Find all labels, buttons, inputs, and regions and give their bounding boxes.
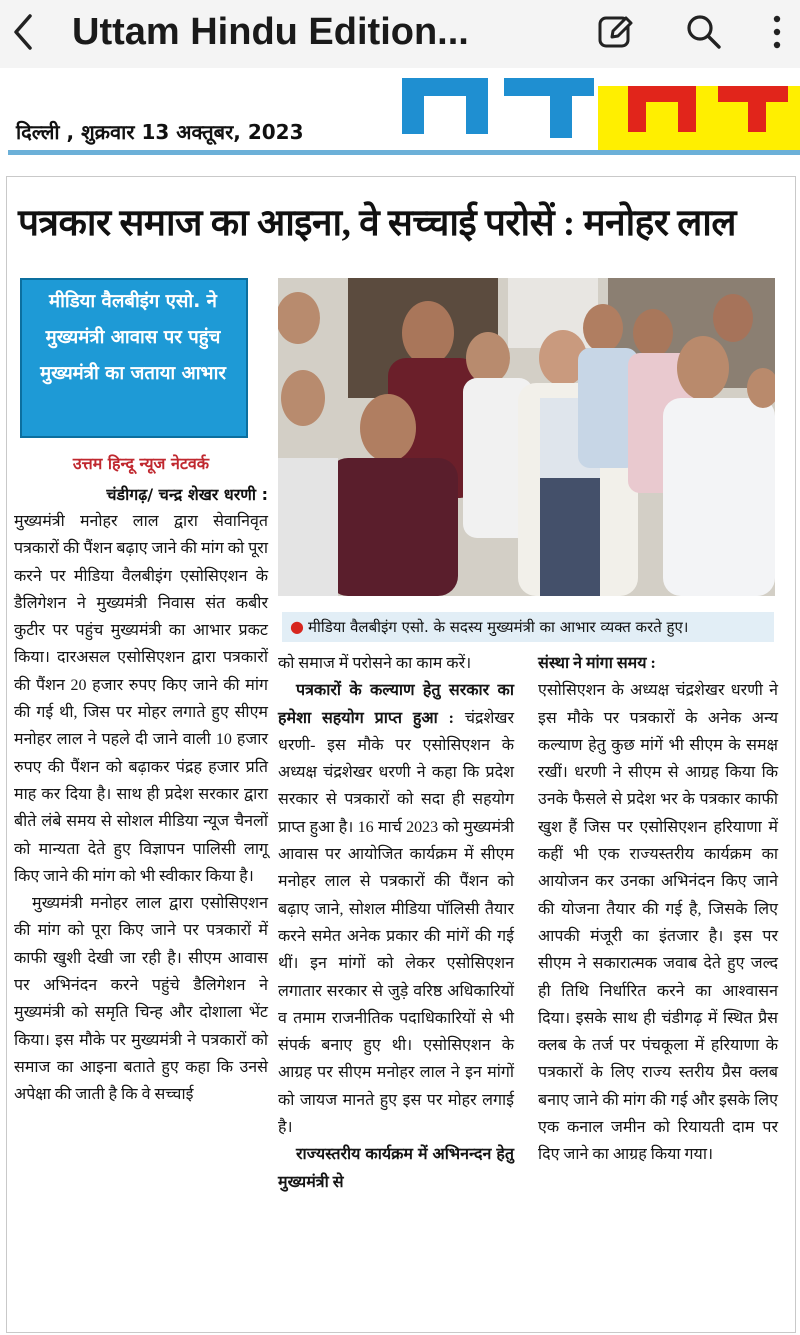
news-source: उत्तम हिन्दू न्यूज नेटवर्क [72,454,210,473]
paragraph: मुख्यमंत्री मनोहर लाल द्वारा सेवानिवृत पत्रकारों की पैंशन बढ़ाए जाने की मांग को पूरा करने पर मीडिया वैलबीइंग एसोसिएशन के डैलिगेशन ने मुख्यमंत्री निवास संत कबीर कुटीर पर पहुंच मुख्यमंत्री का आभार प्रकट किया। दारअसल एसोसिएशन द्वारा पत्रकारों की पैंशन 20 हजार रुपए किए जाने की मांग की गई थी, जिस पर मोहर लगाते हुए सीएम मनोहर लाल ने पहले दी जाने वाली 10 हजार रुपए की पैंशन को बढ़ाकर पंद्रह हजार प्रति माह कर दिया है। साथ ही प्रदेश सरकार द्वारा बीते लंबे समय से सोशल मीडिया न्यूज चैनलों को मान्यता देते हुए विज्ञापन पालिसी लागू किए जाने की मांग को भी स्वीकार किया है। [14,513,268,885]
chevron-left-icon [8,6,42,58]
article-photo [278,278,775,596]
article-headline: पत्रकार समाज का आइना, वे सच्चाई परोसें : मनोहर लाल [18,203,736,244]
back-button[interactable] [8,6,42,70]
bullet-dot-icon: ● [290,617,304,636]
edit-icon [594,10,638,54]
more-vertical-icon [762,10,792,54]
dateline: चंडीगढ़/ चन्द्र शेखर धरणी : [106,485,268,504]
highlight-box [20,278,248,438]
group-photo-illustration [278,278,775,596]
search-icon [682,10,726,54]
article-column-1 [14,508,268,1109]
article-column-3 [538,650,778,1169]
subheading: पत्रकारों के कल्याण हेतु सरकार का हमेशा सहयोग प्राप्त हुआ : [278,682,514,727]
subheading: राज्यस्तरीय कार्यक्रम में अभिनन्दन हेतु मुख्यमंत्री से [278,1146,514,1191]
search-button[interactable] [682,10,726,54]
app-title: Uttam Hindu Edition... [72,11,469,53]
highlight-box-text: मीडिया वैलबीइंग एसो. ने मुख्यमंत्री आवास पर पहुंच मुख्यमंत्री का जताया आभार [40,291,226,384]
paragraph: चंद्रशेखर धरणी- इस मौके पर एसोसिएशन के अध्यक्ष चंद्रशेखर धरणी ने कहा कि प्रदेश सरकार से पत्रकारों को सदा ही सहयोग प्राप्त हुआ है। 16 मार्च 2023 को मुख्यमंत्री आवास पर आयोजित कार्यक्रम में सीएम मनोहर लाल से पत्रकारों की पैंशन को बढ़ाए जाने, सोशल मीडिया पॉलिसी तैयार करने समेत अनेक प्रकार की मांगें की गई थीं। इन मांगों को लेकर एसोसिएशन लगातार सरकार से जुड़े वरिष्ठ अधिकारियों व तमाम राजनीतिक पदाधिकारियों से भी संपर्क बनाए हुए थी। एसोसिएशन के आग्रह पर सीएम मनोहर लाल ने इन मांगों को जायज मानते हुए इस पर मोहर लगाई है। [278,709,514,1137]
photo-caption [282,612,774,642]
masthead-logo-red [618,86,800,138]
masthead-logo-graphic [400,78,610,146]
paragraph: को समाज में परोसने का काम करें। [278,655,472,672]
edit-button[interactable] [594,10,638,54]
app-bar [0,0,800,69]
paragraph: मुख्यमंत्री मनोहर लाल द्वारा एसोसिएशन की मांग को पूरा किए जाने पर पत्रकारों में काफी खुशी देखी जा रही है। सीएम आवास पर अभिनंदन करने पहुंचे डैलिगेशन ने मुख्यमंत्री को समृति चिन्ह और दोशाला भेंट किया। इस मौके पर मुख्यमंत्री ने पत्रकारों को समाज का आइना बताते हुए कहा कि उनसे अपेक्षा की जाती है कि वे सच्चाई [14,895,268,1104]
article-column-2 [278,650,514,1196]
subheading: संस्था ने मांगा समय : [538,655,656,672]
masthead-rule [8,150,800,155]
paragraph: एसोसिएशन के अध्यक्ष चंद्रशेखर धरणी ने इस मौके पर पत्रकारों के अनेक अन्य कल्याण हेतु कुछ मांगें भी सीएम के समक्ष रखीं। धरणी ने सीएम से आग्रह किया कि उनके फैसले से प्रदेश भर के पत्रकार काफी खुश हैं जिस पर एसोसिएशन हरियाणा में कहीं भी एक राज्यस्तरीय कार्यक्रम का आयोजन कर उनका अभिनंदन किए जाने की योजना तैयार की गई है, जिसके लिए आपकी मंजूरी का इंतजार है। इस पर सीएम ने सकारात्मक जवाब देते हुए जल्द ही तिथि निर्धारित करने का आश्वासन दिया। इसके साथ ही चंडीगढ़ में स्थित प्रैस क्लब के तर्ज पर पंचकूला में हरियाणा के पत्रकारों के लिए राज्य स्तरीय प्रैस क्लब बनाए जाने की मांग की गई और इसके लिए एक कनाल जमीन को रियायती दाम पर दिए जाने का आग्रह किया गया। [538,682,778,1164]
photo-caption-text: मीडिया वैलबीइंग एसो. के सदस्य मुख्यमंत्री का आभार व्यक्त करते हुए। [307,618,689,636]
newspaper-masthead [0,68,800,158]
edition-date: दिल्ली , शुक्रवार 13 अक्तूबर, 2023 [16,120,304,144]
more-options-button[interactable] [762,10,792,54]
